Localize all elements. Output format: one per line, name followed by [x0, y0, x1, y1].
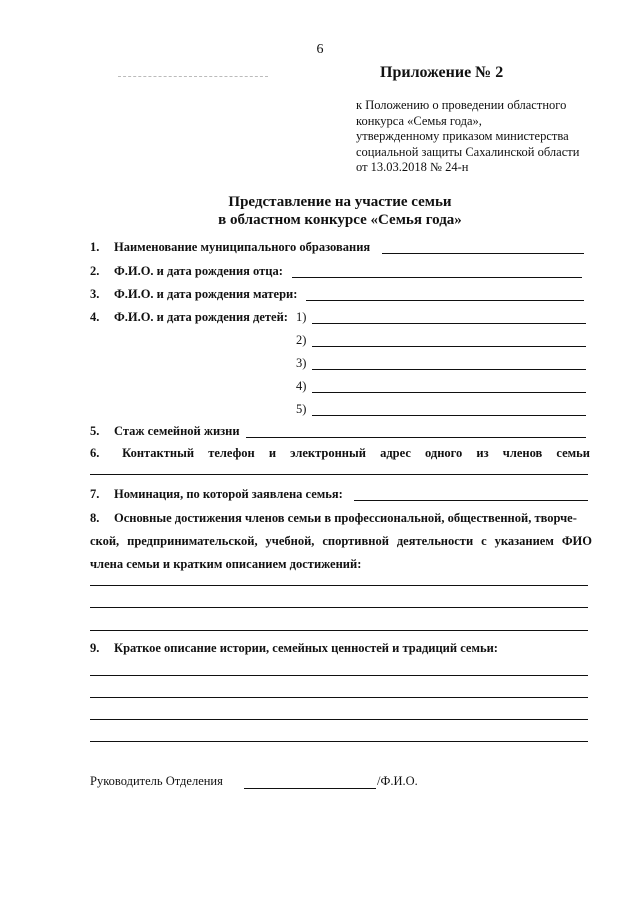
item-9-field-1[interactable] [90, 675, 588, 676]
item-1-text: Наименование муниципального образования [114, 240, 371, 254]
item-9-label [90, 641, 498, 656]
item-7-text: Номинация, по которой заявлена семья: [114, 487, 343, 501]
item-3-text: Ф.И.О. и дата рождения матери: [114, 287, 298, 301]
item-6-word-4: электронный [290, 446, 366, 460]
annex-line-1-text: к Положению о проведении областного [356, 98, 567, 112]
item-8-line-1-text: Основные достижения членов семьи в профессиональной, общественной, творче- [114, 511, 577, 525]
item-6-label [90, 446, 590, 461]
item-4-label [90, 310, 288, 325]
annex-line-2: конкурса «Семья года», [356, 113, 482, 128]
child-1-field[interactable] [312, 323, 586, 324]
item-6-word-2: телефон [208, 446, 255, 460]
item-6-field[interactable] [90, 474, 588, 475]
item-2-field[interactable] [292, 277, 582, 278]
page-number: 6 [316, 42, 324, 57]
item-8-line-2: ской, предпринимательской, учебной, спортивной деятельности с указанием ФИО [90, 534, 592, 548]
signature-label: Руководитель Отделения [90, 774, 223, 788]
child-2-label: 2) [296, 333, 307, 347]
item-9-number: 9. [90, 641, 100, 655]
item-4-text: Ф.И.О. и дата рождения детей: [114, 310, 288, 324]
item-9-field-3[interactable] [90, 719, 588, 720]
child-3-label: 3) [296, 356, 307, 370]
item-6-word-5: адрес [380, 446, 411, 460]
item-7-number: 7. [90, 487, 100, 501]
item-5-field[interactable] [246, 437, 586, 438]
item-4-number: 4. [90, 310, 100, 324]
item-2-text: Ф.И.О. и дата рождения отца: [114, 264, 283, 278]
document-title-line-2: в областном конкурсе «Семья года» [218, 212, 462, 228]
item-7-field[interactable] [354, 500, 588, 501]
item-3-field[interactable] [306, 300, 584, 301]
child-4-field[interactable] [312, 392, 586, 393]
item-8-field-2[interactable] [90, 607, 588, 608]
item-8-field-1[interactable] [90, 585, 588, 586]
child-5-field[interactable] [312, 415, 586, 416]
item-6-word-3: и [268, 446, 277, 460]
annex-line-5: от 13.03.2018 № 24-н [356, 160, 469, 174]
annex-title: Приложение № 2 [380, 64, 504, 81]
child-3-field[interactable] [312, 369, 586, 370]
item-3-label [90, 287, 297, 302]
signature-suffix: /Ф.И.О. [377, 774, 418, 788]
item-1-number: 1. [90, 240, 100, 254]
item-8-line-1 [90, 507, 592, 530]
signature-field[interactable] [244, 788, 376, 789]
item-6-word-9: семьи [556, 446, 590, 460]
annex-reference [356, 98, 590, 176]
item-8-description [90, 507, 592, 576]
scan-artifact-line [118, 76, 268, 77]
item-6-word-1: Контактный [122, 446, 195, 460]
item-8-line-3: члена семьи и кратким описанием достижений: [90, 557, 362, 571]
annex-line-1 [356, 98, 590, 114]
item-6-word-8: членов [502, 446, 543, 460]
item-5-text: Стаж семейной жизни [114, 424, 240, 438]
annex-line-3: утвержденному приказом министерства [356, 129, 569, 143]
item-2-label [90, 264, 283, 279]
document-title [0, 193, 640, 229]
item-8-number: 8. [90, 511, 100, 525]
item-5-label [90, 424, 240, 439]
item-6-number: 6. [90, 446, 100, 460]
document-title-line-1: Представление на участие семьи [228, 194, 452, 210]
child-2-field[interactable] [312, 346, 586, 347]
item-9-field-4[interactable] [90, 741, 588, 742]
item-7-label [90, 487, 343, 502]
child-4-label: 4) [296, 379, 307, 393]
item-6-word-7: из [476, 446, 489, 460]
item-3-number: 3. [90, 287, 100, 301]
child-1-label: 1) [296, 310, 307, 324]
item-6-line [90, 446, 590, 461]
item-2-number: 2. [90, 264, 100, 278]
item-1-field[interactable] [382, 253, 584, 254]
annex-line-4: социальной защиты Сахалинской области [356, 144, 580, 159]
item-9-text: Краткое описание истории, семейных ценностей и традиций семьи: [114, 641, 498, 655]
child-5-label: 5) [296, 402, 307, 416]
item-1-label [90, 240, 370, 255]
item-6-word-6: одного [425, 446, 463, 460]
item-5-number: 5. [90, 424, 100, 438]
item-9-field-2[interactable] [90, 697, 588, 698]
item-8-field-3[interactable] [90, 630, 588, 631]
